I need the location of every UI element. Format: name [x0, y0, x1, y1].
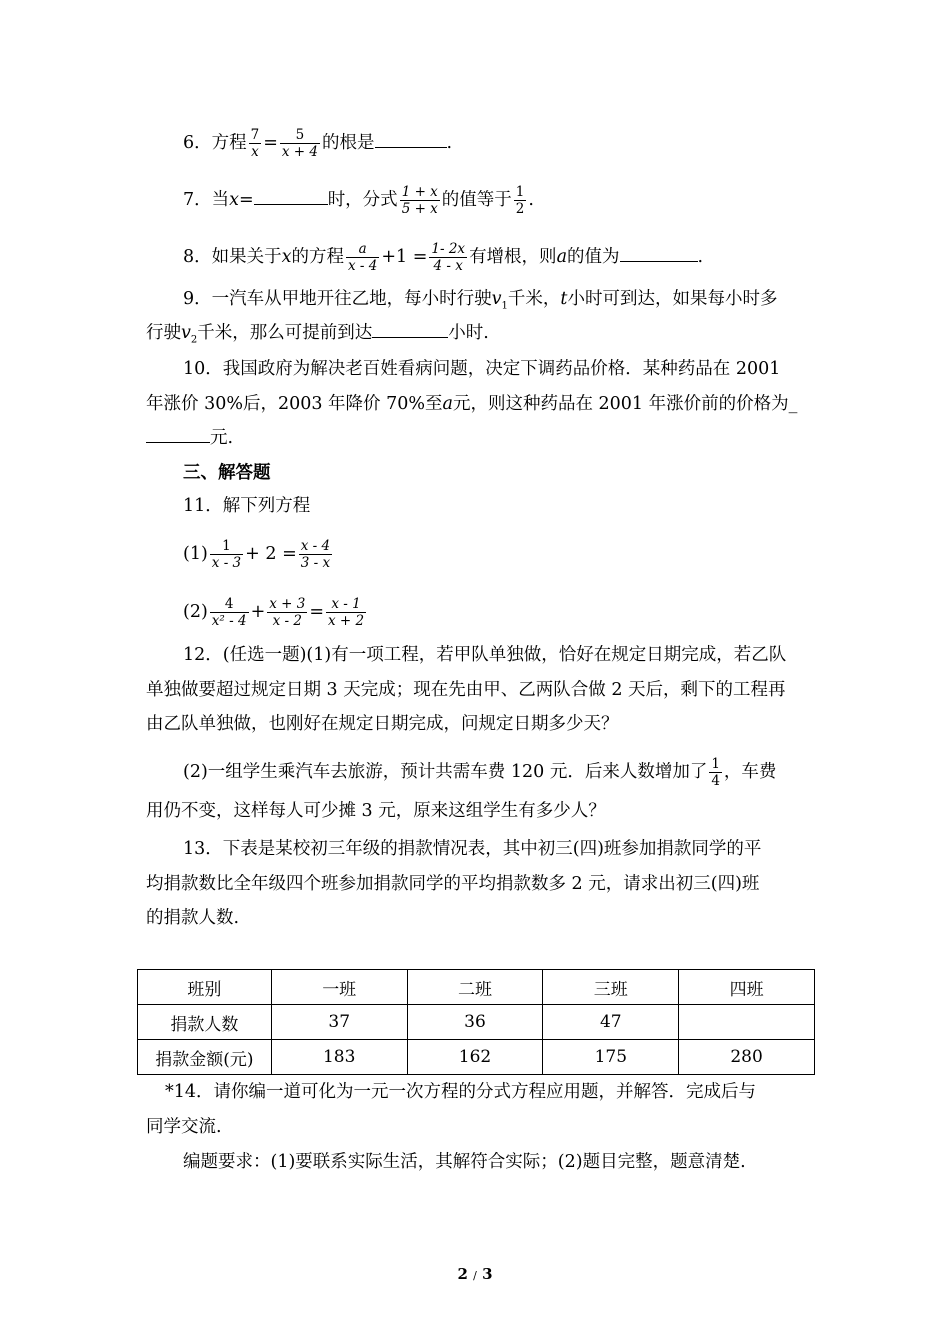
table-cell: 37 [271, 1005, 407, 1040]
question-6: 6．方程 $\frac{7}{x}$ = $\frac{5}{x + 4}$ 的根是 . [183, 127, 453, 160]
question-12-line-4: (2)一组学生乘汽车去旅游，预计共需车费 120 元．后来人数增加了 $\frac{1}{4}$ ，车费 [183, 756, 777, 789]
table-cell: 183 [271, 1040, 407, 1075]
table-cell [679, 1005, 815, 1040]
section-heading: 三、解答题 [183, 463, 271, 483]
donation-table [137, 969, 815, 1075]
table-row [138, 1005, 815, 1040]
table-cell: 一班 [271, 970, 407, 1005]
question-12-line-5: 用仍不变，这样每人可少摊 3 元，原来这组学生有多少人？ [146, 801, 606, 821]
table-cell: 四班 [679, 970, 815, 1005]
table-cell: 47 [543, 1005, 679, 1040]
fraction: $\frac{1}{x - 3}$ [211, 538, 242, 571]
fraction: $\frac{x - 4}{3 - x}$ [300, 538, 331, 571]
question-11-part-1: (1) $\frac{1}{x - 3}$ + 2 = $\frac{x - 4}{3 - x}$ [183, 538, 331, 571]
table-row [138, 1040, 815, 1075]
table-cell: 二班 [407, 970, 543, 1005]
table-cell: 捐款人数 [138, 1005, 272, 1040]
table-cell: 175 [543, 1040, 679, 1075]
fraction: $\frac{1}{4}$ [711, 756, 720, 789]
question-11-part-2: (2) $\frac{4}{\text{x² - 4}}$ + $\frac{x + 3}{x - 2}$ = $\frac{x - 1}{x + 2}$ [183, 596, 365, 629]
table-header-row [138, 970, 815, 1005]
question-14-line-1: *14．请你编一道可化为一元一次方程的分式方程应用题，并解答．完成后与 [165, 1082, 757, 1102]
question-14-line-3: 编题要求：(1)要联系实际生活，其解符合实际；(2)题目完整，题意清楚. [183, 1152, 746, 1172]
table-cell: 162 [407, 1040, 543, 1075]
fraction: $\frac{7}{x}$ [250, 127, 260, 160]
table-cell: 捐款金额(元) [138, 1040, 272, 1075]
fraction: $\frac{x - 1}{x + 2}$ [328, 596, 365, 629]
question-13-line-2: 均捐款数比全年级四个班参加捐款同学的平均捐款数多 2 元，请求出初三(四)班 [146, 874, 760, 894]
question-12-line-2: 单独做要超过规定日期 3 天完成；现在先由甲、乙两队合做 2 天后，剩下的工程再 [146, 680, 786, 700]
question-10-line-1: 10．我国政府为解决老百姓看病问题，决定下调药品价格．某种药品在 2001 [183, 359, 781, 379]
question-13-line-1: 13．下表是某校初三年级的捐款情况表，其中初三(四)班参加捐款同学的平 [183, 839, 762, 859]
answer-blank [375, 133, 447, 148]
fraction: $\frac{a}{x - 4}$ [348, 241, 378, 274]
page-number: 2 / 3 [457, 1265, 493, 1283]
question-14-line-2: 同学交流. [146, 1117, 222, 1137]
question-12-line-1: 12．(任选一题)(1)有一项工程，若甲队单独做，恰好在规定日期完成，若乙队 [183, 645, 787, 665]
fraction: $\frac{x + 3}{x - 2}$ [269, 596, 306, 629]
answer-blank [146, 428, 210, 443]
question-9-line-2: 行驶$v_2$千米，那么可提前到达 小时. [146, 323, 489, 346]
table-cell: 班别 [138, 970, 272, 1005]
table-cell: 280 [679, 1040, 815, 1075]
answer-blank [620, 247, 698, 262]
fraction: $\frac{4}{\text{x² - 4}}$ [211, 596, 247, 629]
fraction: $\frac{1 + x}{5 + x}$ [401, 184, 438, 217]
table-cell: 三班 [543, 970, 679, 1005]
fraction: $\frac{1- 2x}{4 - x}$ [431, 241, 466, 274]
answer-blank [254, 190, 328, 205]
question-7: 7．当x= 时，分式 $\frac{1 + x}{5 + x}$ 的值等于 $\frac{1}{2}$ . [183, 184, 534, 217]
question-11-title: 11．解下列方程 [183, 496, 311, 516]
question-10-line-2: 年涨价 30%后，2003 年降价 70%至a元，则这种药品在 2001 年涨价前的价格为_ [146, 394, 798, 414]
fraction: $\frac{1}{2}$ [515, 184, 525, 217]
answer-blank [372, 323, 448, 338]
question-8: 8．如果关于x的方程 $\frac{a}{x - 4}$ +1 = $\frac{1- 2x}{4 - x}$ 有增根，则a的值为 . [183, 241, 704, 274]
table-cell: 36 [407, 1005, 543, 1040]
fraction: $\frac{5}{x + 4}$ [281, 127, 319, 160]
question-9-line-1: 9．一汽车从甲地开往乙地，每小时行驶$v_1$千米，t小时可到达，如果每小时多 [183, 289, 778, 312]
question-10-line-3: 元. [146, 426, 233, 450]
question-13-line-3: 的捐款人数. [146, 908, 240, 928]
question-12-line-3: 由乙队单独做，也刚好在规定日期完成，问规定日期多少天？ [146, 714, 619, 734]
